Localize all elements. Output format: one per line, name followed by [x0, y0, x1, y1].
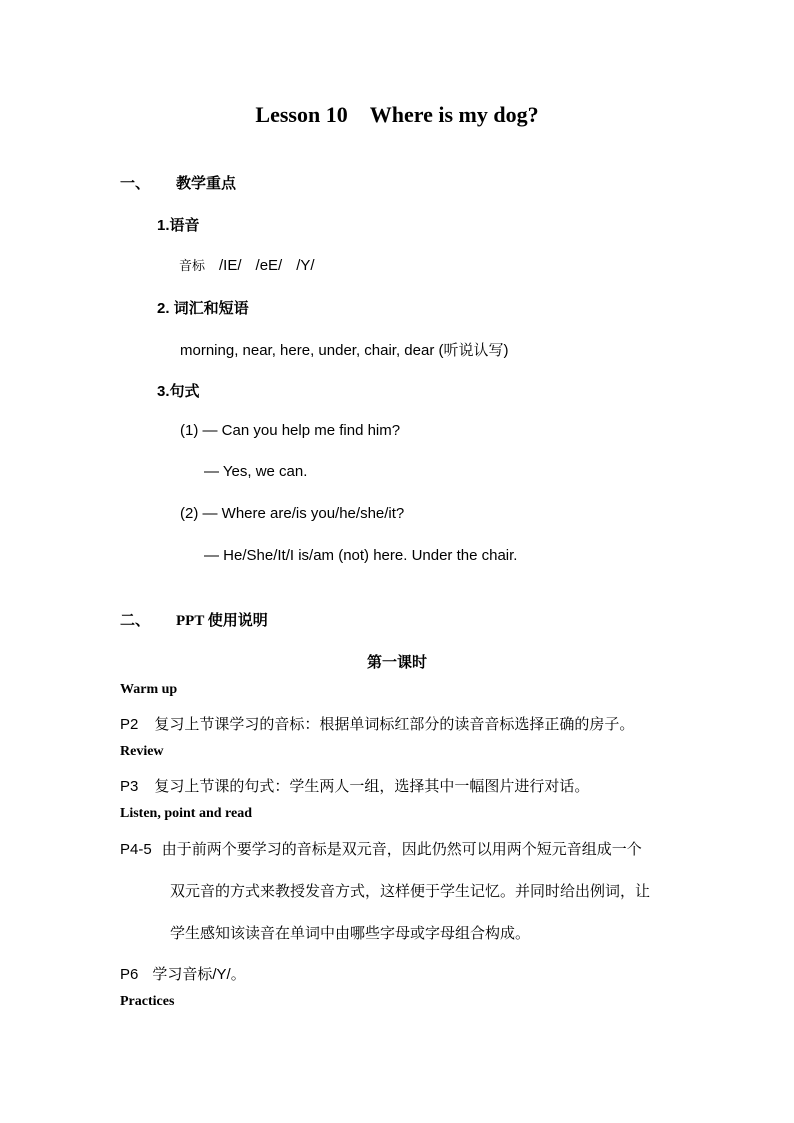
sentence-line: — He/She/It/I is/am (not) here. Under the chair. — [204, 547, 518, 564]
section2-label: PPT 使用说明 — [176, 613, 268, 629]
slide-number: P6 — [120, 966, 139, 983]
section1-number: 一、 — [120, 176, 151, 192]
slide-note — [120, 713, 634, 734]
slide-description-continued: 双元音的方式来教授发音方式，这样便于学生记忆。并同时给出例词，让 — [170, 883, 651, 900]
lesson-number: Lesson 10 — [255, 102, 348, 127]
phonetics-label: 音标 — [179, 258, 206, 273]
subheading-sentences: 3.句式 — [157, 383, 200, 400]
block-heading: Review — [120, 744, 164, 759]
sentence-line: — Yes, we can. — [204, 463, 308, 480]
page-title — [0, 102, 794, 128]
section1-label: 教学重点 — [176, 175, 237, 192]
slide-description: 学习音标/Y/。 — [152, 966, 246, 983]
slide-note — [120, 963, 246, 984]
subheading-vocabulary: 2. 词汇和短语 — [157, 300, 249, 317]
block-heading: Practices — [120, 994, 175, 1009]
subheading-phonics: 1.语音 — [157, 217, 200, 234]
slide-number: P4-5 — [120, 841, 152, 858]
slide-note — [120, 775, 589, 796]
block-heading: Listen, point and read — [120, 806, 252, 821]
slide-description: 由于前两个要学习的音标是双元音，因此仍然可以用两个短元音组成一个 — [161, 841, 642, 858]
slide-description: 复习上节课的句式：学生两人一组，选择其中一幅图片进行对话。 — [154, 778, 590, 795]
slide-number: P3 — [120, 778, 139, 795]
lesson-topic: Where is my dog? — [369, 102, 539, 127]
section2-number: 二、 — [120, 613, 151, 629]
period-heading: 第一课时 — [366, 654, 427, 671]
block-heading: Warm up — [120, 682, 178, 697]
sentence-line: (2) — Where are/is you/he/she/it? — [180, 505, 405, 522]
slide-note — [120, 838, 642, 859]
phonetics-line — [179, 255, 315, 274]
phonetic-symbol: /Y/ — [296, 257, 315, 274]
vocabulary-list: morning, near, here, under, chair, dear (听说认写) — [180, 342, 509, 359]
phonetic-symbol: /eE/ — [255, 257, 283, 274]
slide-number: P2 — [120, 716, 139, 733]
sentence-line: (1) — Can you help me find him? — [180, 422, 401, 439]
slide-description-continued: 学生感知该读音在单词中由哪些字母或字母组合构成。 — [170, 925, 531, 942]
slide-description: 复习上节课学习的音标：根据单词标红部分的读音音标选择正确的房子。 — [154, 716, 635, 733]
phonetic-symbol: /IE/ — [219, 257, 242, 274]
